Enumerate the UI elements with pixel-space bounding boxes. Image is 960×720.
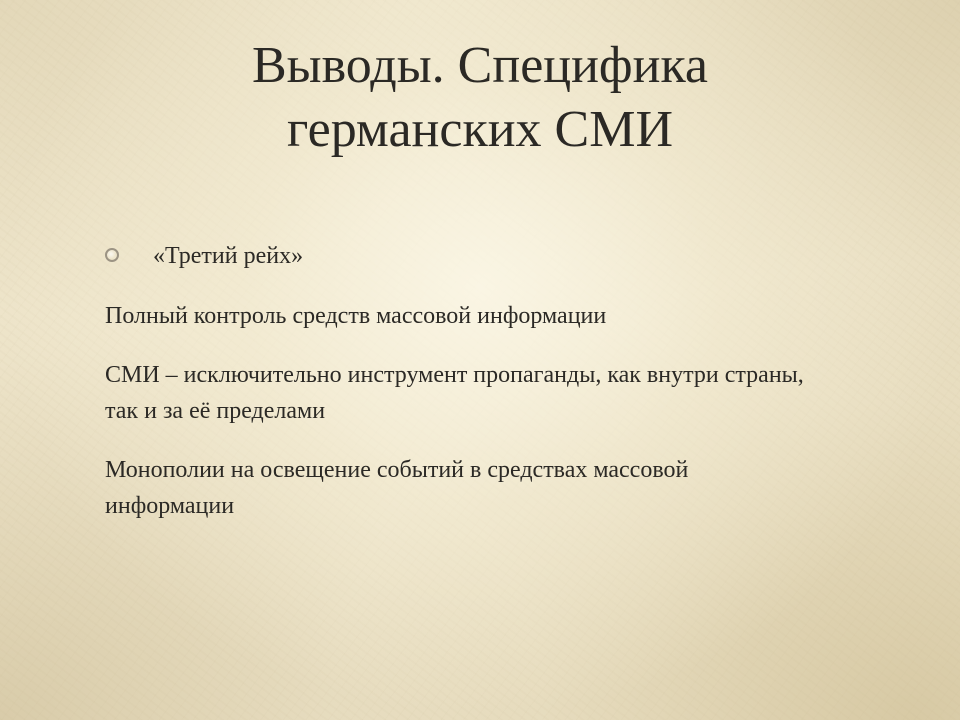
slide-body xyxy=(105,236,865,547)
slide-title xyxy=(80,34,880,162)
paragraph-full-media-control: Полный контроль средств массовой информации xyxy=(105,303,607,329)
slide-title-line-2: германских СМИ xyxy=(286,101,674,158)
hollow-circle-bullet-icon xyxy=(105,248,119,262)
bullet-text: «Третий рейх» xyxy=(153,243,304,269)
paragraph-media-propaganda-tool: СМИ – исключительно инструмент пропаганды, как внутри страны, так и за её пределами xyxy=(105,362,804,424)
bullet-item-third-reich xyxy=(105,236,865,280)
slide-title-line-1: Выводы. Специфика xyxy=(251,37,709,94)
paragraph-media-monopoly: Монополии на освещение событий в средствах массовой информации xyxy=(105,457,689,519)
